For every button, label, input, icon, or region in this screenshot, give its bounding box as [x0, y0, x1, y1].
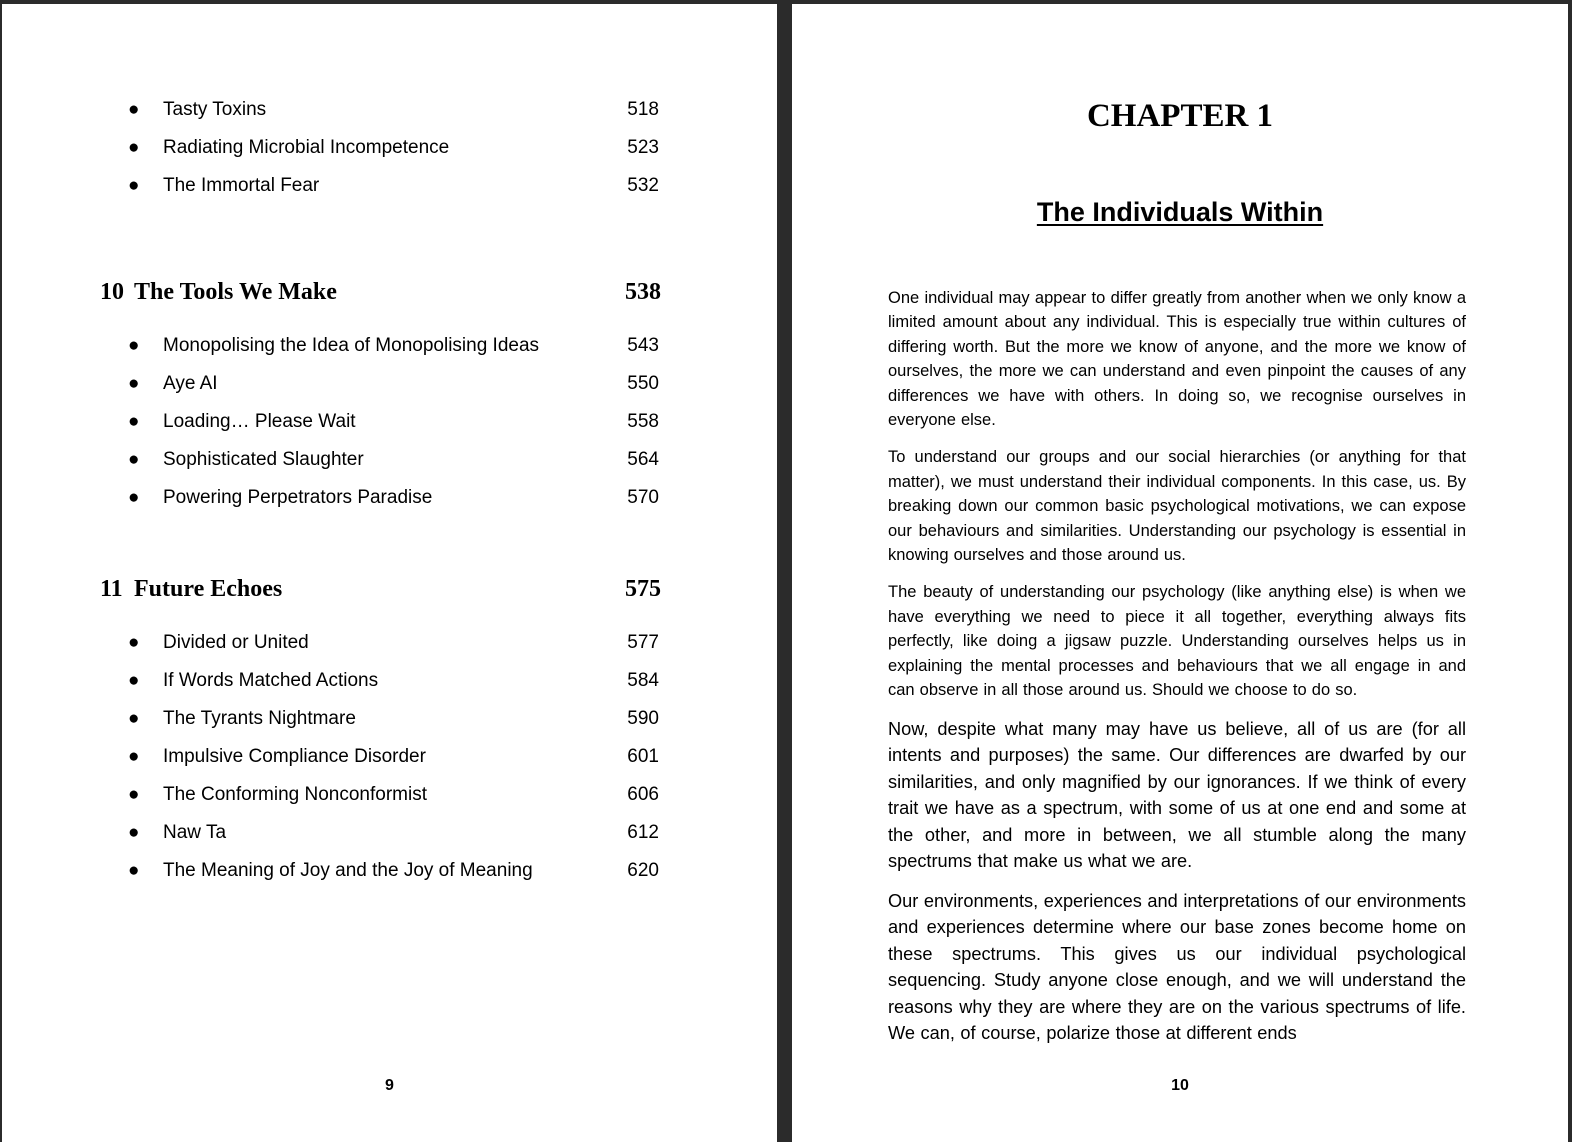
toc-entry-page: 612 — [627, 822, 659, 843]
toc-entry-page: 550 — [627, 373, 659, 394]
toc-entry-page: 606 — [627, 784, 659, 805]
bullet-icon: ● — [128, 784, 140, 805]
toc-entry-title: If Words Matched Actions — [163, 670, 379, 691]
toc-entry[interactable] — [2, 819, 777, 847]
toc-entry-page: 570 — [627, 487, 659, 508]
toc-entry[interactable] — [2, 629, 777, 657]
toc-entry-title: Loading… Please Wait — [163, 411, 356, 432]
toc-entry[interactable] — [2, 96, 777, 124]
toc-entry-page: 523 — [627, 137, 659, 158]
toc-entry-title: Divided or United — [163, 632, 309, 653]
bullet-icon: ● — [128, 335, 140, 356]
toc-entry[interactable] — [2, 857, 777, 885]
toc-entry-page: 590 — [627, 708, 659, 729]
bullet-icon: ● — [128, 708, 140, 729]
body-paragraph: The beauty of understanding our psychology (like anything else) is when we have everything we need to piece it all together, everything always fits perfectly, like doing a jigsaw puzzle. Understanding ourselves helps us in explaining the mental processes and behaviours that we all engage in and can observe in all those around us. Should we choose to do so. — [888, 583, 1466, 700]
toc-chapter-heading[interactable] — [2, 275, 777, 309]
body-paragraph: To understand our groups and our social hierarchies (or anything for that matter), we must understand their individual components. In this case, us. By breaking down our common basic psychological motivations, we can expose our behaviours and similarities. Understanding our psychology is essential in knowing ourselves and those around us. — [888, 448, 1466, 565]
toc-entry-title: Tasty Toxins — [163, 99, 267, 120]
body-paragraph: Our environments, experiences and interpretations of our environments and experiences determine where our base zones become home on these spectrums. This gives us our individual psychological sequencing. Study anyone close enough, and we will understand the reasons why they are where they are on the various spectrums of life. We can, of course, polarize those at different ends — [888, 890, 1466, 1043]
bullet-icon: ● — [128, 373, 140, 394]
toc-entry-page: 518 — [627, 99, 659, 120]
body-paragraph: Now, despite what many may have us believe, all of us are (for all intents and purposes) the same. Our differences are dwarfed by our similarities, and only magnified by our ignorances. If we think of every trait we have as a spectrum, with some of us at one end and some at the other, and more in between, we all stumble along the many spectrums that make us what we are. — [888, 718, 1466, 871]
chapter-title-text: The Individuals Within — [1036, 197, 1324, 227]
page-number: 9 — [385, 1077, 394, 1094]
body-paragraph: One individual may appear to differ greatly from another when we only know a limited amount about any individual. This is especially true within cultures of differing worth. But the more we know of anyone, and the more we know of ourselves, the more we can understand and even pinpoint the causes of any differences we have with others. In doing so, we recognise ourselves in everyone else. — [888, 289, 1466, 430]
toc-entry-title: The Meaning of Joy and the Joy of Meaning — [163, 860, 533, 881]
toc-chapter-heading[interactable] — [2, 572, 777, 606]
toc-entry[interactable] — [2, 446, 777, 474]
toc-entry-title: Aye AI — [163, 373, 218, 394]
right-page — [792, 4, 1568, 1142]
bullet-icon: ● — [128, 411, 140, 432]
toc-entry-page: 543 — [627, 335, 659, 356]
chapter-title — [792, 194, 1568, 230]
toc-entry-page: 532 — [627, 175, 659, 196]
bullet-icon: ● — [128, 99, 140, 120]
toc-chapter-page: 538 — [625, 279, 661, 305]
toc-entry-title: Monopolising the Idea of Monopolising Ideas — [163, 335, 540, 356]
toc-entry-title: The Immortal Fear — [163, 175, 320, 196]
toc-entry-title: Radiating Microbial Incompetence — [163, 137, 450, 158]
toc-entry[interactable] — [2, 134, 777, 162]
toc-entry[interactable] — [2, 172, 777, 200]
bullet-icon: ● — [128, 670, 140, 691]
toc-entry-page: 601 — [627, 746, 659, 767]
page-number: 10 — [1171, 1077, 1189, 1094]
toc-chapter-number: 10 — [100, 279, 124, 305]
toc-entry-title: Powering Perpetrators Paradise — [163, 487, 433, 508]
toc-chapter-title: Future Echoes — [134, 576, 283, 602]
bullet-icon: ● — [128, 746, 140, 767]
toc-chapter-number: 11 — [100, 576, 123, 602]
toc-entry-title: Naw Ta — [163, 822, 227, 843]
toc-entry[interactable] — [2, 705, 777, 733]
bullet-icon: ● — [128, 632, 140, 653]
left-page — [2, 4, 777, 1142]
bullet-icon: ● — [128, 175, 140, 196]
toc-entry-page: 577 — [627, 632, 659, 653]
toc-chapter-title: The Tools We Make — [134, 279, 337, 305]
toc-entry-page: 584 — [627, 670, 659, 691]
toc-entry-title: Impulsive Compliance Disorder — [163, 746, 426, 767]
toc-entry[interactable] — [2, 408, 777, 436]
bullet-icon: ● — [128, 449, 140, 470]
toc-chapter-page: 575 — [625, 576, 661, 602]
toc-entry-page: 558 — [627, 411, 659, 432]
chapter-heading: CHAPTER 1 — [1086, 98, 1274, 134]
chapter-body — [888, 286, 1466, 1047]
bullet-icon: ● — [128, 487, 140, 508]
toc-entry-title: Sophisticated Slaughter — [163, 449, 364, 470]
toc-entry[interactable] — [2, 743, 777, 771]
bullet-icon: ● — [128, 822, 140, 843]
toc-entry[interactable] — [2, 332, 777, 360]
toc-entry-title: The Tyrants Nightmare — [163, 708, 356, 729]
toc-entry-title: The Conforming Nonconformist — [163, 784, 427, 805]
toc-entry[interactable] — [2, 370, 777, 398]
bullet-icon: ● — [128, 860, 140, 881]
toc-entry[interactable] — [2, 781, 777, 809]
toc-entry-page: 564 — [627, 449, 659, 470]
toc-entry[interactable] — [2, 484, 777, 512]
toc-entry[interactable] — [2, 667, 777, 695]
bullet-icon: ● — [128, 137, 140, 158]
toc-entry-page: 620 — [627, 860, 659, 881]
